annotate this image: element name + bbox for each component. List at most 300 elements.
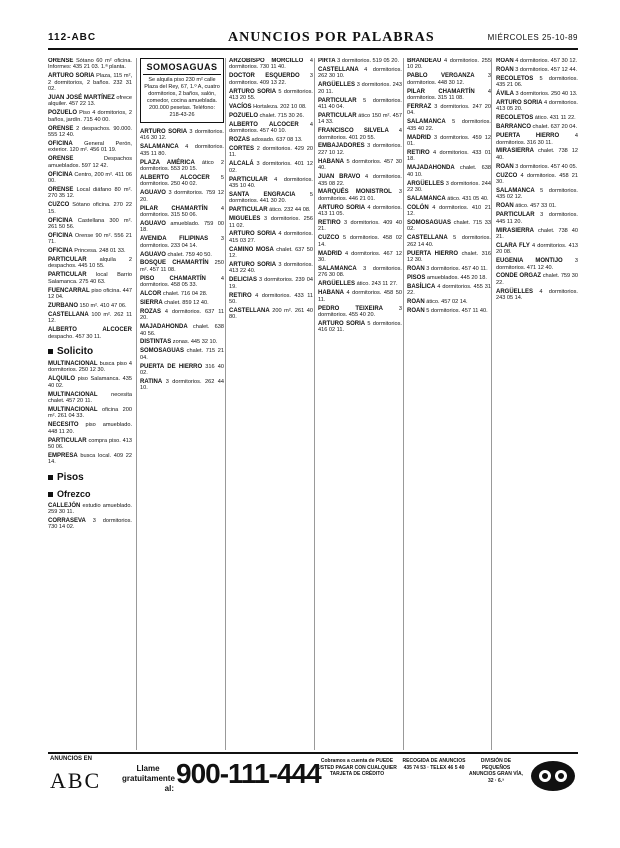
classified-ad <box>140 379 224 392</box>
classified-ad <box>496 203 578 209</box>
box-text: Se alquila piso 230 m² calle Plaza del Rey, 67, 1.º A, cuatro dormitorios, 2 baños, salón, comedor, cocina amueblada. 200.000 pesetas. Teléfono: 218-43-26 <box>144 77 220 118</box>
classified-ad <box>48 187 132 200</box>
ad-keyword: ARTURO SORIA <box>496 100 543 107</box>
ad-keyword: ROAN <box>407 299 425 306</box>
ad-text: 100 m². 262 11 12. <box>48 311 132 325</box>
ad-text: 5 dormitorios. 441 30 20. <box>229 191 313 205</box>
ad-keyword: SALAMANCA <box>318 265 357 272</box>
classified-ad <box>496 289 578 302</box>
ad-text: 4 dormitorios. 401 20 55. <box>318 128 402 141</box>
classified-ad <box>229 177 313 190</box>
ad-text: 3 dormitorios. 256 11 02. <box>229 216 313 229</box>
ad-text: chalet. 637 20 04. <box>531 124 578 131</box>
page-title: ANUNCIOS POR PALABRAS <box>228 30 435 45</box>
ad-text: 4 dormitorios. 458 05 33. <box>140 275 224 289</box>
ad-text: chalet. 715 30 26. <box>258 112 305 119</box>
ad-keyword: OFICINA <box>48 140 73 147</box>
ad-text: compra piso. 413 50 06. <box>48 437 132 450</box>
page-footer <box>48 752 578 800</box>
ad-keyword: ARTURO SORIA <box>229 231 277 238</box>
ad-keyword: ORENSE <box>48 58 74 64</box>
classified-ad <box>496 243 578 256</box>
ad-text: 250 m². 457 11 08. <box>140 260 224 273</box>
ad-keyword: ROAN <box>496 58 514 64</box>
ad-text: ático. 243 11 27. <box>355 281 398 288</box>
ad-keyword: CLARA FLY <box>496 242 530 249</box>
ad-text: 3 dormitorios. 459 12 01. <box>407 134 491 147</box>
ad-keyword: PEDRO TEIXEIRA <box>318 305 383 312</box>
classified-ad <box>407 181 491 194</box>
ad-text: 4 dormitorios. 457 30 12. <box>513 58 578 64</box>
ad-keyword: CUZCO <box>496 172 518 179</box>
column-6 <box>496 58 578 750</box>
ad-text: 4 dormitorios. 458 21 30. <box>496 172 578 186</box>
classified-ad <box>318 58 402 64</box>
ad-keyword: SIERRA <box>140 299 163 306</box>
ad-text: despacho. 457 30 11. <box>48 333 102 340</box>
ad-text: 3 dormitorios. 519 05 20. <box>335 58 399 64</box>
classified-ad <box>48 312 132 325</box>
classified-ad <box>48 327 132 340</box>
classified-ad <box>48 422 132 435</box>
classified-ad <box>140 291 224 297</box>
ad-text: Piso 4 dormitorios, 2 baños, jardín. 715 40 00. <box>48 110 132 123</box>
ad-keyword: SALAMANCA <box>407 195 446 202</box>
ad-text: chalet. 759 40 50. <box>165 251 212 258</box>
classified-ad <box>140 339 224 345</box>
classified-ad <box>318 159 402 172</box>
box-title: SOMOSAGUAS <box>143 62 221 75</box>
classified-ad <box>407 251 491 264</box>
ad-keyword: FUENCARRAL <box>48 287 90 294</box>
ad-keyword: BRANDEAU <box>407 58 442 64</box>
ad-keyword: MIGUELES <box>229 216 261 223</box>
ad-keyword: ROAN <box>496 163 514 170</box>
ad-text: 3 dormitorios. 446 21 01. <box>318 189 402 202</box>
ad-text: 4 dormitorios. 243 05 14. <box>496 288 578 302</box>
classified-ad <box>318 82 402 95</box>
classified-ad <box>407 220 491 233</box>
classifieds-logo-icon <box>530 760 576 792</box>
ad-keyword: NECESITO <box>48 422 79 429</box>
classified-ad <box>140 160 224 173</box>
ad-text: 3 dormitorios. 457 40 11. <box>424 265 488 272</box>
ad-keyword: MULTINACIONAL <box>48 391 98 398</box>
ad-text: 3 dormitorios. 457 12 44. <box>513 66 578 73</box>
ad-text: 3 dormitorios. 413 22 40. <box>229 262 313 275</box>
classified-ad <box>229 277 313 290</box>
ad-keyword: ARTURO SORIA <box>229 88 277 95</box>
ad-keyword: SALAMANCA <box>407 119 446 126</box>
classified-ad <box>407 119 491 132</box>
ad-text: 4 dormitorios. 730 11 40. <box>229 58 313 71</box>
ad-text: 3 dormitorios. 457 40 05. <box>513 163 578 170</box>
ad-text: 4 dormitorios. 410 21 12. <box>407 204 491 218</box>
ad-text: ático 2 dormitorios. 553 20 15. <box>140 159 224 173</box>
ad-text: 3 dormitorios. 244 22 30. <box>407 180 491 193</box>
classified-ad <box>496 258 578 271</box>
ad-keyword: MARQUÉS MONISTROL <box>318 189 392 196</box>
ad-text: zonas. 445 32 10. <box>171 339 218 346</box>
ad-keyword: BARRANCO <box>496 124 531 131</box>
ad-text: 3 dormitorios. 239 04 19. <box>229 277 313 290</box>
ad-keyword: OFICINA <box>48 171 73 178</box>
classified-ad <box>229 216 313 229</box>
classified-ad <box>48 438 132 451</box>
ad-text: 2 dormitorios. 429 20 11. <box>229 145 313 159</box>
classified-ad <box>318 189 402 202</box>
classified-ad <box>318 290 402 303</box>
ad-keyword: PABLO VERGANZA <box>407 73 475 80</box>
ad-text: chalet. 715 33 02. <box>407 220 491 233</box>
ad-text: ático. 431 11 22. <box>533 115 576 122</box>
classified-ad <box>229 247 313 260</box>
classified-ad <box>48 272 132 285</box>
ad-text: 3 dormitorios. 247 20 04. <box>407 103 491 117</box>
ad-keyword: CORRASEVA <box>48 518 86 525</box>
classified-ad <box>229 308 313 321</box>
ad-text: 3 dormitorios. 250 40 13. <box>514 91 578 98</box>
ad-keyword: OFICINA <box>48 217 73 224</box>
ad-keyword: ARTURO SORIA <box>318 204 366 211</box>
ad-text: 4 dormitorios. 457 40 10. <box>229 121 313 135</box>
ad-keyword: ORENSE <box>48 156 74 163</box>
classified-ad <box>229 137 313 143</box>
ad-text: 5 dormitorios. 413 20 55. <box>229 88 313 102</box>
ad-keyword: PIRTA <box>318 58 336 64</box>
classified-ad <box>407 235 491 248</box>
classified-ad <box>48 257 132 270</box>
ad-text: 3 dormitorios. 409 13 22. <box>229 73 313 86</box>
ad-keyword: ROZAS <box>229 137 250 144</box>
classified-ad <box>140 276 224 289</box>
ad-keyword: PARTICULAR <box>229 207 268 214</box>
ad-text: Plaza, 115 m², 2 dormitorios, 2 baños. 232 31 02. <box>48 73 132 93</box>
ad-keyword: SALAMANCA <box>496 188 535 194</box>
classified-ad <box>407 135 491 148</box>
ad-text: 4 dormitorios. 458 50 11. <box>318 290 402 303</box>
ad-text: chalet. 637 50 12. <box>229 246 313 260</box>
ad-text: chalet. 638 40 56. <box>140 324 224 337</box>
classified-ad <box>318 174 402 187</box>
ad-text: 5 dormitorios. 458 02 14. <box>318 235 402 248</box>
ad-keyword: PARTICULAR <box>496 212 535 219</box>
ad-keyword: VACÍOS <box>229 103 252 110</box>
ad-text: 3 dormitorios. 276 30 08. <box>318 265 402 279</box>
classified-ad <box>407 299 491 305</box>
classified-ad <box>229 192 313 205</box>
classified-ad <box>407 150 491 163</box>
ad-keyword: PUERTA DE HIERRO <box>140 363 203 370</box>
ad-text: amueblados. 445 20 18. <box>425 274 487 281</box>
classified-ad <box>496 133 578 146</box>
classified-ad <box>318 98 402 111</box>
column-1 <box>48 58 132 750</box>
ad-keyword: HABANA <box>318 290 344 297</box>
classified-ad <box>140 206 224 219</box>
classified-ad <box>407 275 491 281</box>
ad-text: General Perón, exterior. 120 m². 456 01 19. <box>48 140 132 154</box>
ad-keyword: CASTELLANA <box>407 235 448 242</box>
classified-ad <box>48 141 132 154</box>
classified-ad <box>496 91 578 97</box>
footer-division: DIVISIÓN DE PEQUEÑOS ANUNCIOS GRAN VÍA, 32 · 6.ª <box>469 758 523 784</box>
ad-text: 150 m². 410 47 06. <box>78 303 127 309</box>
ad-keyword: CASTELLANA <box>229 308 270 314</box>
ad-text: 4 dormitorios. 433 11 50. <box>229 292 313 306</box>
ad-text: chalet. 715 21 04. <box>140 348 224 361</box>
ad-text: 5 dormitorios. 435 02 12. <box>496 188 578 201</box>
classified-ad <box>496 115 578 121</box>
ad-text: adosado. 637 08 13. <box>250 137 303 144</box>
section-solicito: Solicito <box>48 346 132 357</box>
ad-keyword: MULTINACIONAL <box>48 361 98 368</box>
ad-keyword: EMBAJADORES <box>318 143 365 150</box>
ad-keyword: FRANCISCO SILVELA <box>318 128 389 135</box>
ad-keyword: PARTICULAR <box>48 272 87 279</box>
ad-text: 5 dormitorios. 457 30 40. <box>318 158 402 172</box>
ad-text: Despachos amueblados. 597 12 42. <box>48 156 132 169</box>
classified-ad <box>48 58 132 71</box>
classified-ad <box>318 220 402 233</box>
ad-text: 5 dormitorios. 262 14 40. <box>407 235 491 248</box>
classified-ad <box>48 218 132 231</box>
ad-text: 3 dormitorios. 243 20 11. <box>318 82 402 95</box>
ad-keyword: POZUELO <box>48 110 78 117</box>
classified-ad <box>318 321 402 334</box>
classified-ad <box>318 67 402 80</box>
ad-text: 3 dormitorios. 416 30 12. <box>140 129 224 142</box>
ad-keyword: ARGÜELLES <box>318 281 356 288</box>
classified-ad <box>48 392 132 405</box>
section-pisos: Pisos <box>48 472 132 483</box>
ad-text: Centro, 200 m². 411 06 00. <box>48 171 132 184</box>
ad-text: oficina 200 m². 261 04 33. <box>48 406 132 420</box>
ad-keyword: CUZCO <box>318 235 340 242</box>
classifieds-body <box>48 58 578 750</box>
ad-keyword: OFICINA <box>48 248 73 255</box>
ad-keyword: RETIRO <box>229 292 252 299</box>
classified-ad <box>48 110 132 123</box>
ad-text: 4 dormitorios. 415 03 27. <box>229 231 313 244</box>
ad-text: local Barrio Salamanca. 275 40 63. <box>48 272 132 285</box>
classified-ad <box>48 202 132 215</box>
ad-keyword: OFICINA <box>48 232 73 239</box>
classified-ad <box>407 284 491 297</box>
ad-keyword: PISO CHAMARTÍN <box>140 275 206 282</box>
classified-ad <box>496 148 578 161</box>
classified-ad <box>407 266 491 272</box>
ad-text: Sótano 60 m² oficina. Informes: 435 21 03. 1.ª planta. <box>48 58 132 71</box>
footer-anuncios-en: ANUNCIOS EN <box>50 756 93 762</box>
classified-ad <box>140 252 224 258</box>
classified-ad <box>407 58 491 71</box>
ad-keyword: RETIRO <box>318 220 341 227</box>
ad-keyword: DELICIAS <box>229 277 258 284</box>
ad-keyword: RECOLETOS <box>496 115 534 122</box>
classified-ad <box>318 266 402 279</box>
ad-text: 4 dormitorios. 435 11 80. <box>140 144 224 157</box>
ad-text: 4 dormitorios. 433 01 18. <box>407 149 491 163</box>
classified-ad <box>496 58 578 64</box>
classified-ad <box>48 95 132 108</box>
ad-keyword: SANTA ENGRACIA <box>229 191 296 198</box>
ad-text: busca piso 4 dormitorios. 250 12 30. <box>48 361 132 374</box>
classified-ad <box>496 188 578 201</box>
ad-text: 3 dormitorios. 401 12 02. <box>229 161 313 174</box>
ad-text: 4 dormitorios. 315 50 06. <box>140 205 224 218</box>
ad-keyword: SALAMANCA <box>140 144 179 151</box>
ad-keyword: PILAR CHAMARTÍN <box>407 88 475 95</box>
footer-phone: 900-111-444 <box>176 758 321 789</box>
classified-ad <box>48 407 132 420</box>
ad-keyword: ROAN <box>496 203 514 210</box>
ad-keyword: RETIRO <box>407 149 430 156</box>
classified-ad <box>48 376 132 389</box>
ad-text: 4 dormitorios. 435 08 22. <box>318 174 402 187</box>
ad-text: ático. 232 44 08. <box>267 207 311 214</box>
ad-keyword: MULTINACIONAL <box>48 406 98 413</box>
ad-text: 4 dormitorios. 413 20 08. <box>496 242 578 256</box>
ad-keyword: ALBERTO ALCOCER <box>140 174 210 181</box>
ad-keyword: AVENIDA FILIPINAS <box>140 236 209 243</box>
classified-ad <box>48 453 132 466</box>
ad-text: 3 dormitorios. 759 12 20. <box>140 190 224 203</box>
ad-keyword: ALBERTO ALCOCER <box>48 327 132 334</box>
ad-keyword: PARTICULAR <box>48 257 87 264</box>
classified-ad <box>496 124 578 130</box>
footer-info: Cobramos a cuenta de PUEDE USTED PAGAR CON CUALQUIER TARJETA DE CRÉDITO <box>317 758 397 777</box>
ad-keyword: ROAN <box>407 265 425 272</box>
ad-text: 4 dormitorios. 315 11 08. <box>407 88 491 102</box>
classified-ad <box>407 165 491 178</box>
classified-ad <box>496 100 578 113</box>
classified-ad <box>48 126 132 139</box>
ad-keyword: ARZOBISPO MORCILLO <box>229 58 304 64</box>
ad-text: amueblado. 759 00 18. <box>140 220 224 234</box>
ad-keyword: CAMINO MOSA <box>229 246 274 253</box>
ad-text: 4 dormitorios. 316 30 11. <box>496 133 578 146</box>
classified-ad <box>407 89 491 102</box>
ad-keyword: FERRAZ <box>407 103 432 110</box>
classified-ad <box>407 205 491 218</box>
ad-text: 4 dormitorios. 637 11 20. <box>140 308 224 322</box>
section-ofrezco: Ofrezco <box>48 489 132 499</box>
ad-keyword: BASÍLICA <box>407 283 436 290</box>
classified-ad <box>318 281 402 287</box>
ad-keyword: ORENSE <box>48 125 74 132</box>
ad-text: Sótano oficina. 270 22 15. <box>48 202 132 215</box>
ad-text: ático 150 m². 457 14 33. <box>318 112 402 126</box>
ad-keyword: PARTICULAR <box>229 176 268 183</box>
classified-ad <box>496 67 578 73</box>
ad-text: ofrece alquiler. 457 22 13. <box>48 95 132 108</box>
ad-keyword: CONDE ORGAZ <box>496 273 542 280</box>
classified-ad <box>229 262 313 275</box>
column-2 <box>140 58 224 750</box>
ad-keyword: ARTURO SORIA <box>229 262 277 269</box>
ad-text: 3 dormitorios. 455 40 20. <box>318 305 402 318</box>
classified-ad <box>140 129 224 142</box>
ad-keyword: ARGÜELLES <box>407 180 445 187</box>
ad-keyword: ARTURO SORIA <box>48 73 95 80</box>
classified-ad <box>140 144 224 157</box>
ad-text: 4 dormitorios. 435 10 40. <box>229 176 313 189</box>
ad-text: 3 dormitorios. 233 04 14. <box>140 236 224 249</box>
ad-text: 5 dormitorios. 250 40 02. <box>140 174 224 188</box>
ad-text: chalet. 738 40 21. <box>496 227 578 240</box>
footer-recogida: RECOGIDA DE ANUNCIOS 435 74 53 · TELEX 46 5 40 <box>402 758 466 771</box>
ad-text: 3 dormitorios. 445 11 20. <box>496 212 578 225</box>
classified-ad <box>229 207 313 213</box>
classified-ad <box>48 73 132 92</box>
ad-keyword: ÁVILA <box>496 91 514 98</box>
classified-ad <box>318 306 402 319</box>
ad-keyword: CORTES <box>229 145 255 152</box>
ad-text: Castellana 300 m². 261 50 56. <box>48 217 132 230</box>
classified-ad <box>496 164 578 170</box>
ad-keyword: PILAR CHAMARTÍN <box>140 205 208 212</box>
ad-keyword: SOMOSAGUAS <box>407 220 452 227</box>
ad-keyword: CASTELLANA <box>318 66 359 73</box>
classified-ad <box>229 104 313 110</box>
classified-ad <box>140 324 224 337</box>
classified-ad <box>229 146 313 159</box>
classified-ad <box>318 143 402 156</box>
column-4 <box>318 58 402 750</box>
ad-keyword: AGUAVO <box>140 220 166 227</box>
ad-text: piso amueblado. 448 11 20. <box>48 422 132 435</box>
classified-ad <box>318 205 402 218</box>
ad-text: ático. 457 33 01. <box>513 203 557 210</box>
ad-keyword: ALCOR <box>140 291 162 298</box>
classified-ad <box>48 518 132 531</box>
classified-ad <box>48 172 132 185</box>
ad-text: chalet. 738 12 40. <box>496 148 578 161</box>
ad-text: 4 dormitorios. 413 05 20. <box>496 100 578 113</box>
classified-ad <box>407 104 491 117</box>
bullet-square-icon <box>48 492 53 497</box>
ad-keyword: ARGÜELLES <box>318 82 356 89</box>
ad-text: 3 dormitorios. 730 14 02. <box>48 518 132 531</box>
ad-keyword: ALBERTO ALCOCER <box>229 121 299 128</box>
ad-keyword: AGUAVO <box>140 251 166 258</box>
ad-text: chalet. 859 12 40. <box>162 299 209 306</box>
abc-logo: ABC <box>50 768 102 793</box>
classified-ad <box>140 236 224 249</box>
classified-ad <box>48 248 132 254</box>
ad-keyword: ROAN <box>407 308 425 314</box>
classified-ad <box>140 309 224 322</box>
ad-text: 4 dormitorios. 413 11 05. <box>318 204 402 218</box>
ad-keyword: MAJADAHONDA <box>140 324 188 331</box>
ad-keyword: ARGÜELLES <box>496 288 534 295</box>
ad-keyword: POZUELO <box>229 112 259 119</box>
ad-keyword: CALLEJÓN <box>48 502 81 509</box>
classified-ad <box>318 113 402 126</box>
ad-keyword: DOCTOR ESQUERDO <box>229 73 300 80</box>
classified-ad <box>229 89 313 102</box>
ad-text: 3 dormitorios. 448 30 12. <box>407 73 491 86</box>
ad-keyword: ALQUILO <box>48 376 75 383</box>
ad-keyword: COLÓN <box>407 204 429 211</box>
ad-text: busca local. 409 22 14. <box>48 452 132 466</box>
classified-ad <box>140 364 224 377</box>
ad-keyword: ARTURO SORIA <box>318 320 366 327</box>
ad-keyword: RECOLETOS <box>496 75 534 82</box>
ad-text: 3 dormitorios. 409 40 21. <box>318 220 402 233</box>
classified-ad <box>496 212 578 225</box>
